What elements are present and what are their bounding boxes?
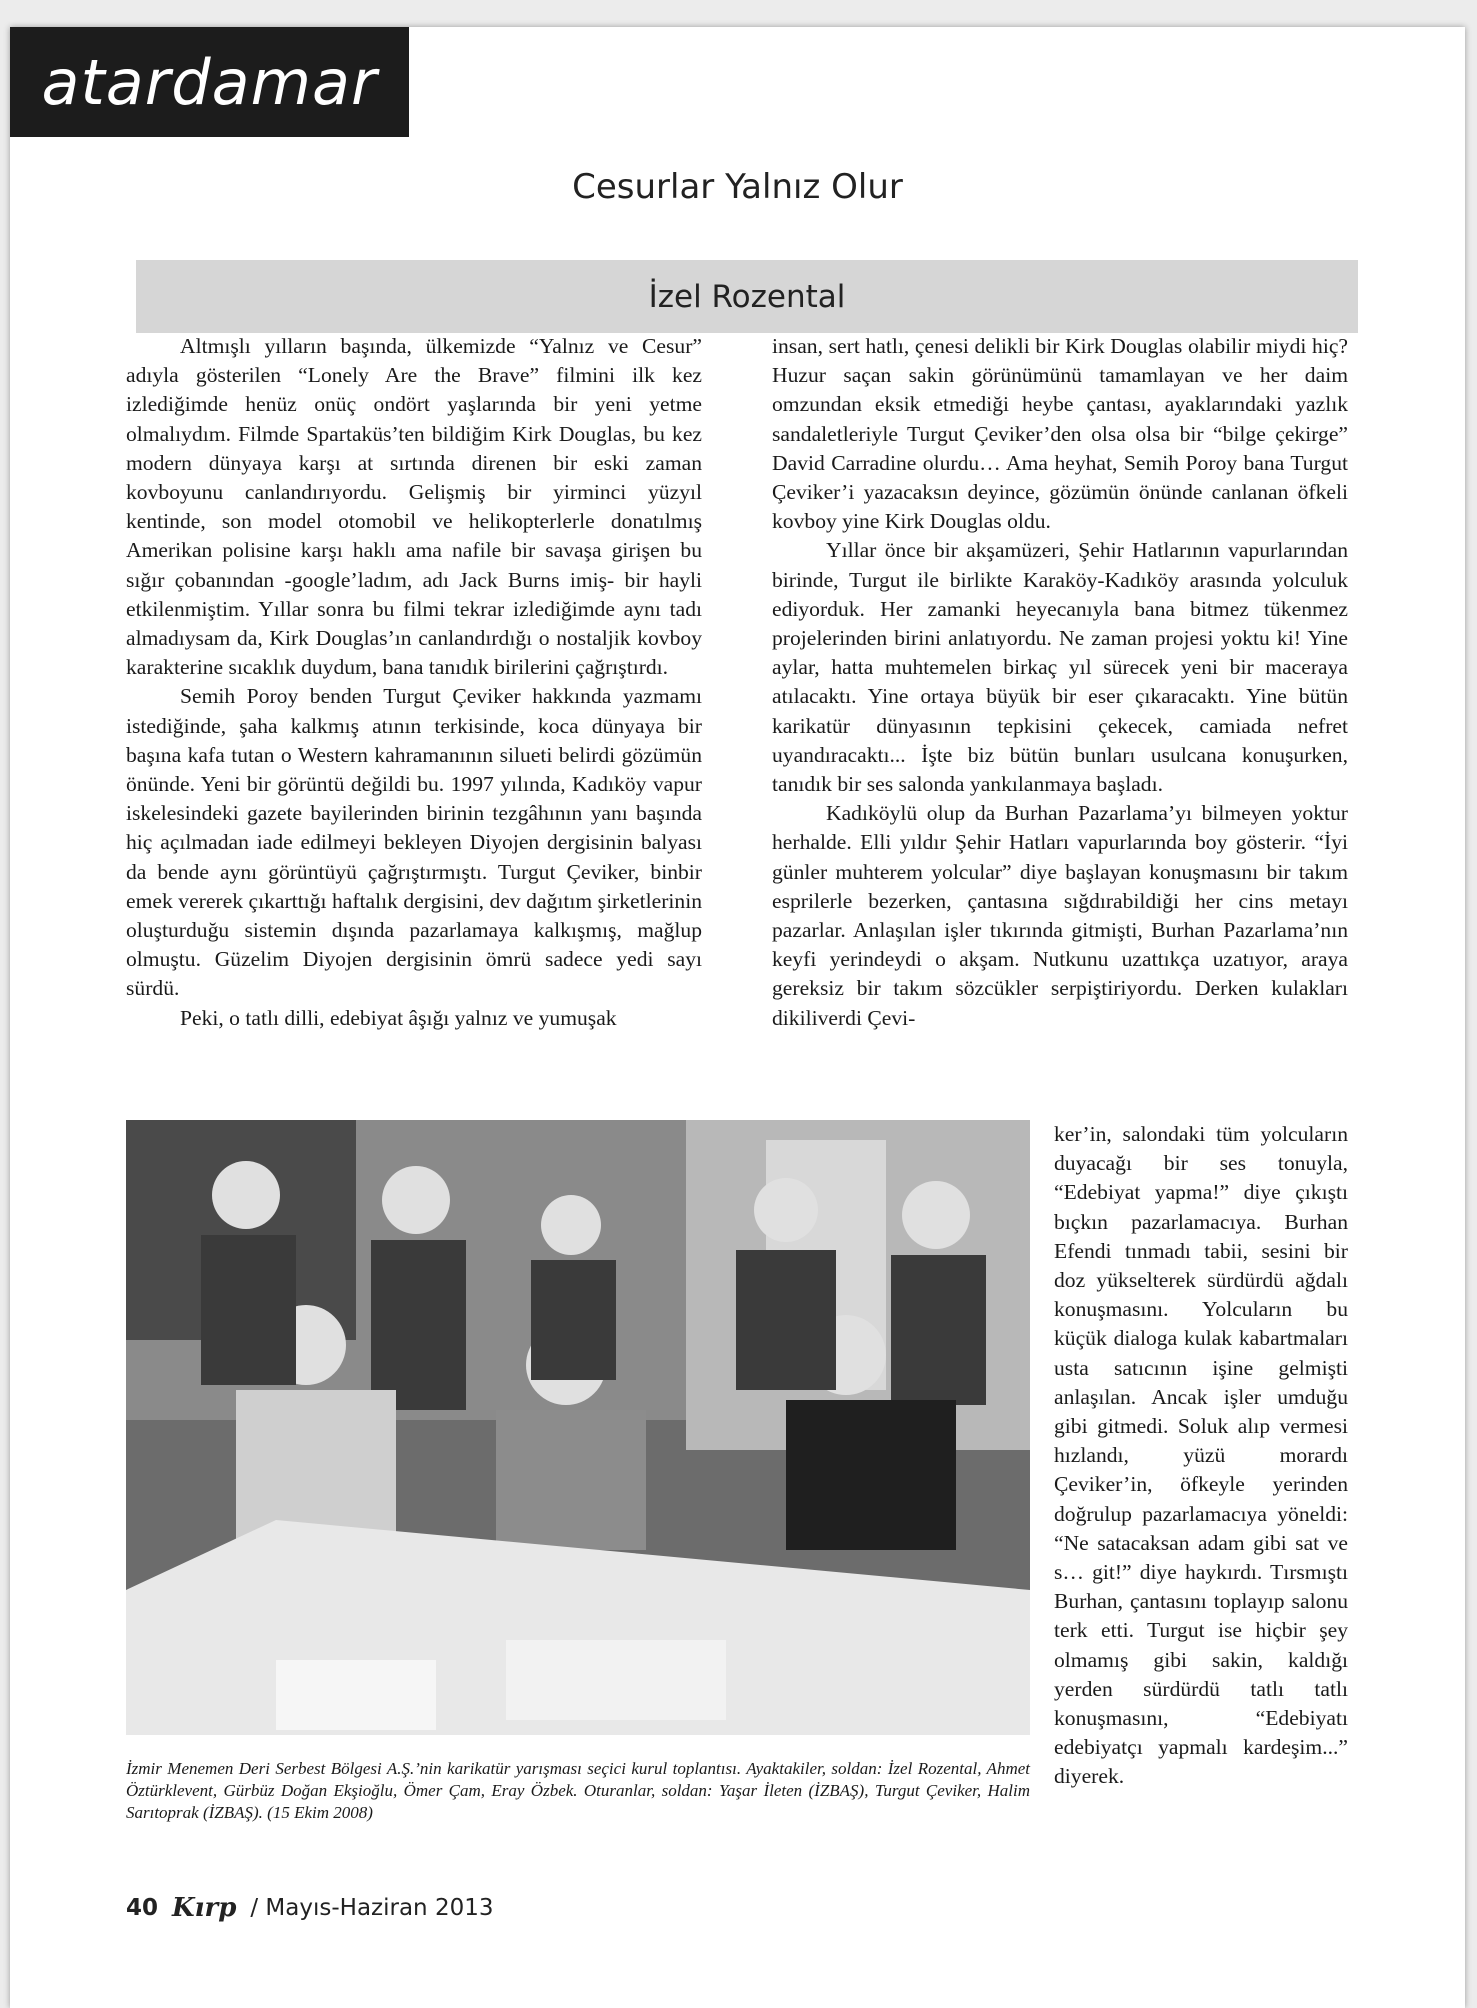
paragraph: Peki, o tatlı dilli, edebiyat âşığı yalnız ve yumuşak — [180, 1005, 617, 1030]
paragraph: Altmışlı yılların başında, ülkemizde “Yalnız ve Cesur” adıyla gösterilen “Lonely Are the Brave” filmini ilk kez izlediğimde henüz onüç ondört yaşlarında bir yeni yetme olmalıydım. Filmde Spartaküs’ten bildiğim Kirk Douglas, bu kez modern dünyaya karşı at sırtında direnen bir eski zaman kovboyunu canlandırıyordu. Gelişmiş bir yirminci yüzyıl kentinde, son model otomobil ve helikopterlerle donatılmış Amerikan polisine karşı haklı ama nafile bir savaşa girişen bu sığır çobanından -google’ladım, adı Jack Burns imiş- bir hayli etkilenmiştim. Yıllar sonra bu filmi tekrar izlediğimde aynı tadı almadıysam da, Kirk Douglas’ın canlandırdığı o nostaljik kovboy karakterine sıcaklık duydum, bana tanıdık birilerini çağrıştırdı. — [126, 334, 702, 680]
paragraph: ker’in, salondaki tüm yolcuların duyacağı bir ses tonuyla, “Edebiyat yapma!” diye çıkıştı bıçkın pazarlamacıya. Burhan Efendi tınmadı tabii, sesini bir doz yükselterek sürdürdü ağdalı konuşmasını. Yolcuların bu küçük dialoga kulak kabartmaları usta satıcının işine gelmişti anlaşılan. Ancak işler umduğu gibi gitmedi. Soluk alıp vermesi hızlandı, yüzü morardı Çeviker’in, öfkeyle yerinden doğrulup pazarlamacıya yöneldi: “Ne satacaksan adam gibi sat ve s… git!” diye haykırdı. Tırsmıştı Burhan, çantasını toplayıp salonu terk etti. Turgut ise hiçbir şey olmamış gibi sakin, kaldığı yerden sürdürdü tatlı tatlı konuşmasını, “Edebiyatı edebiyatçı yapmalı kardeşim...” diyerek. — [1054, 1122, 1348, 1789]
paragraph: Semih Poroy benden Turgut Çeviker hakkında yazmamı istediğinde, şaha kalkmış atının terkisinde, koca dünyaya bir başına kafa tutan o Western kahramanının silueti belirdi gözümün önünde. Yeni bir görüntü değildi bu. 1997 yılında, Kadıköy vapur iskelesindeki gazete bayilerinden birinin tezgâhının yanı başında hiç açılmadan iade edilmeyi bekleyen Diyojen dergisinin balyası da bende aynı görüntüyü çağrıştırmıştı. Turgut Çeviker, binbir emek vererek çıkarttığı haftalık dergisini, dev dağıtım şirketlerinin oluşturduğu sistemin dışında pazarlamaya kalkışmış, mağlup olmuştu. Güzelim Diyojen dergisinin ömrü sadece yedi sayı sürdü. — [126, 684, 702, 1001]
paragraph: Yıllar önce bir akşamüzeri, Şehir Hatlarının vapurlarından birinde, Turgut ile birlikte Karaköy-Kadıköy arasında yolculuk ediyorduk. Her zamanki heyecanıyla bana bitmez tükenmez projelerinden birini anlatıyordu. Ne zaman projesi yoktu ki! Yine aylar, hatta muhtemelen birkaç yıl sürecek yeni bir maceraya atılacaktı. Yine ortaya büyük bir eser çıkaracaktı. Yine bütün karikatür dünyasının tepkisini çekecek, camiada nefret uyandıracaktı... İşte biz bütün bunları usulcana konuşurken, tanıdık bir ses salonda yankılanmaya başladı. — [772, 538, 1348, 797]
left-column — [126, 332, 702, 1033]
section-tag: atardamar — [10, 27, 409, 137]
article-title: Cesurlar Yalnız Olur — [572, 167, 903, 207]
magazine-logo: Kırp — [172, 1893, 237, 1923]
author-bar — [136, 260, 1358, 333]
paragraph: insan, sert hatlı, çenesi delikli bir Kirk Douglas olabilir miydi hiç? Huzur saçan sakin görünümünü tamamlayan ve her daim omzundan eksik etmediği heybe çantası, ayaklarındaki yazlık sandaletleriyle Turgut Çeviker’den olsa olsa bir “bilge çekirge” David Carradine olurdu… Ama heyhat, Semih Poroy bana Turgut Çeviker’i yazacaksın deyince, gözümün önünde canlanan öfkeli kovboy yine Kirk Douglas oldu. — [772, 334, 1348, 534]
author-name: İzel Rozental — [648, 278, 846, 315]
issue-date: / Mayıs-Haziran 2013 — [250, 1895, 494, 1921]
right-column — [772, 332, 1348, 1033]
narrow-column — [1054, 1120, 1348, 1792]
page-footer — [126, 1888, 493, 1928]
page-number: 40 — [126, 1895, 159, 1921]
group-photo — [126, 1120, 1030, 1735]
paragraph: Kadıköylü olup da Burhan Pazarlama’yı bilmeyen yoktur herhalde. Elli yıldır Şehir Hatları vapurlarında boy gösterir. “İyi günler muhterem yolcular” diye başlayan konuşmasını bir takım esprilerle bezerken, çantasına sığdırabildiği her cins metayı pazarlar. Anlaşılan işler tıkırında gitmişti, Burhan Pazarlama’nın keyfi yerindeydi o akşam. Nutkunu uzattıkça uzatıyor, araya gereksiz bir takım sözcükler serpiştiriyordu. Derken kulakları dikiliverdi Çevi- — [772, 801, 1348, 1030]
group-photo-illustration — [126, 1120, 1030, 1735]
photo-caption: İzmir Menemen Deri Serbest Bölgesi A.Ş.’nin karikatür yarışması seçici kurul toplantısı. Ayaktakiler, soldan: İzel Rozental, Ahmet Öztürklevent, Gürbüz Doğan Ekşioğlu, Ömer Çam, Eray Özbek. Oturanlar, soldan: Yaşar İleten (İZBAŞ), Turgut Çeviker, Halim Sarıtoprak (İZBAŞ). (15 Ekim 2008) — [126, 1759, 1030, 1822]
